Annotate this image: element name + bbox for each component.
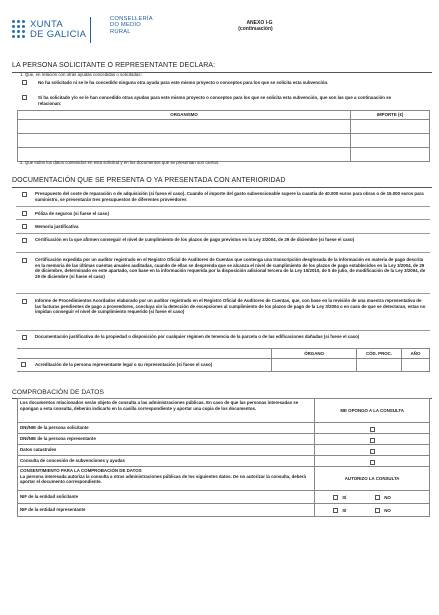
row-divider xyxy=(16,293,430,294)
row-divider xyxy=(16,330,430,331)
autorizo-nif-representante-si-checkbox[interactable] xyxy=(333,508,338,513)
doc-certificacion: Certificación en la que afirmen conseguir el nivel de cumplimiento de los plazos de pago previstos en la Ley 3/2004, de 29 de diciembre (si fuese el caso) xyxy=(35,237,355,242)
opongo-subvenciones-checkbox[interactable] xyxy=(370,460,375,465)
declara-option-no-text: No ha solicitado ni se le ha concedido ninguna otra ayuda para este mismo proyecto o conceptos para los que se solicita esta subvención. xyxy=(38,80,329,85)
comprobacion-table xyxy=(17,398,430,517)
row-dni-representante: DNI/NIE de la persona representante xyxy=(18,434,315,445)
importe-cell[interactable] xyxy=(351,148,430,162)
doc-checkbox-memoria[interactable] xyxy=(22,224,27,229)
row-divider xyxy=(16,206,430,207)
doc-checkbox-certificacion[interactable] xyxy=(22,238,27,243)
doc-memoria: Memoria justificativa xyxy=(35,224,79,229)
logo-line-2: DE GALICIA xyxy=(30,29,87,40)
row-nif-representante: NIF de la entidad representante xyxy=(18,504,315,517)
row-subvenciones: Consulta de concesión de subvenciones y ayudas xyxy=(18,456,315,467)
autorizo-nif-representante-no-checkbox[interactable] xyxy=(375,508,380,513)
declara-option-no-checkbox[interactable] xyxy=(22,80,27,85)
organismo-cell[interactable] xyxy=(18,134,351,148)
row-divider xyxy=(16,219,430,220)
doc-checkbox-presupuesto[interactable] xyxy=(22,192,27,197)
importe-cell[interactable] xyxy=(351,134,430,148)
organismo-cell[interactable] xyxy=(18,120,351,134)
doc-certificacion-auditor: Certificación expedida por un auditor registrado en el Registro Oficial de Auditores de Cuentas que contenga una transcripción desglosada de la información en materia de pago descrita en la memoria de las últimas cuentas anuales auditadas, cuando de ellas se desprenda que se alcanza el nivel de cumplimiento de los plazos de pago establecidos en la Ley 3/2004, de 29 de diciembre, determinado en este apartado, con base en la información requerida por la disposición adicional tercera de la Ley 15/2010, de 5 de julio, de modificación de la Ley 3/2004, de 29 de diciembre (si fuese el caso) xyxy=(35,257,426,279)
declara-item-2: 2. Que todos los datos contenidos en esta solicitud y en los documentos que se presentan son ciertos. xyxy=(20,160,220,165)
conselleria-line-2: DO MEDIO xyxy=(110,22,141,29)
ano-cell[interactable] xyxy=(402,359,430,372)
col-ano: AÑO xyxy=(402,349,430,359)
doc-checkbox-acreditacion[interactable] xyxy=(21,362,26,367)
opongo-catastro-checkbox[interactable] xyxy=(370,449,375,454)
row-dni-solicitante: DNI/NIE de la persona solicitante xyxy=(18,423,315,434)
col-organo: ÓRGANO xyxy=(272,349,357,359)
conselleria-line-1: CONSELLERÍA xyxy=(110,16,153,22)
ayudas-table xyxy=(17,110,430,162)
acreditacion-table xyxy=(17,348,430,372)
doc-presupuesto: Presupuesto del coste de reparación o de adquisición (si fuese el caso). Cuando el importe del gasto subvencionable supere la cuantía de 40.000 euros para obras o de 15.000 euros para suministro, se presentarán tres presupuestos de diferentes proveedores xyxy=(35,191,424,202)
declara-option-si-checkbox[interactable] xyxy=(22,95,27,100)
importe-cell[interactable] xyxy=(351,120,430,134)
opongo-dni-representante-checkbox[interactable] xyxy=(370,438,375,443)
row-datos-catastrales: Datos catastrales xyxy=(18,445,315,456)
organo-cell[interactable] xyxy=(272,359,357,372)
declara-option-si-text: Sí ha solicitado y/o se le han concedido otras ayudas para este mismo proyecto o conceptos para los que se solicita esta subvención, que son las que a continuación se relacionan: xyxy=(38,95,392,106)
col-organismo: ORGANISMO xyxy=(18,111,351,120)
consent-title: CONSENTIMIENTO PARA LA COMPROBACIÓN DE DATOS xyxy=(20,468,142,473)
doc-informe: Informe de Procedimientos Acordados elaborado por un auditor registrado en el Registro Oficial de Auditores de Cuentas, que, con base en la revisión de una muestra representativa de las facturas pendientes de pago a proveedores, concluya sin la detección de excepciones al cumplimiento de los plazos de pago de la Ley 3/2004 o en caso de que se detectaran, estas no impidan conseguir el nivel de cumplimiento requerido (si fuese el caso) xyxy=(35,298,426,314)
col-importe: IMPORTE (€) xyxy=(351,111,430,120)
row-divider xyxy=(16,252,430,253)
logo-line-1: XUNTA xyxy=(30,19,63,30)
si-label: SÍ xyxy=(342,495,347,500)
row-nif-solicitante: NIF de la entidad solicitante xyxy=(18,491,315,504)
no-label: NO xyxy=(384,495,391,500)
doc-poliza: Póliza de seguros (si fuese el caso) xyxy=(35,211,109,216)
comprobacion-intro: Los documentos relacionados serán objeto de consulta a las administraciones públicas. En caso de que las personas interesadas se opongan a esta consulta, deberán indicarlo en la casilla correspondiente y aportar una copia de los documentos. xyxy=(18,399,315,423)
comprobacion-section-title: COMPROBACIÓN DE DATOS xyxy=(12,389,432,399)
declara-item-1: 1. Que, en relación con otras ayudas concedidas o solicitadas: xyxy=(20,72,142,77)
col-me-opongo: ME OPONGO A LA CONSULTA xyxy=(315,399,430,423)
anexo-title xyxy=(0,20,439,32)
cod-proc-cell[interactable] xyxy=(357,359,402,372)
doc-checkbox-poliza[interactable] xyxy=(22,211,27,216)
doc-checkbox-informe[interactable] xyxy=(22,299,27,304)
doc-checkbox-certificacion-auditor[interactable] xyxy=(22,258,27,263)
doc-acreditacion: Acreditación de la persona representante legal o su representación (si fuese el caso) xyxy=(35,362,213,367)
opongo-dni-solicitante-checkbox[interactable] xyxy=(370,427,375,432)
continuacion-label: (continuación) xyxy=(238,26,273,33)
autorizo-nif-solicitante-si-checkbox[interactable] xyxy=(333,495,338,500)
no-label: NO xyxy=(384,508,391,513)
col-autorizo: AUTORIZO LA CONSULTA xyxy=(315,467,430,491)
anexo-label: ANEXO I-G xyxy=(246,20,273,26)
si-label: SÍ xyxy=(342,508,347,513)
consent-text: La persona interesada autoriza la consulta a otras administraciones públicas de los siguientes datos. De no autorizar la consulta, deberá aportar el documento correspondiente. xyxy=(20,473,306,484)
conselleria-line-3: RURAL xyxy=(110,28,131,35)
row-divider xyxy=(16,233,430,234)
autorizo-nif-solicitante-no-checkbox[interactable] xyxy=(375,495,380,500)
declara-section-title: LA PERSONA SOLICITANTE O REPRESENTANTE DECLARA: xyxy=(12,62,432,73)
doc-checkbox-propiedad[interactable] xyxy=(22,335,27,340)
col-cod-proc: CÓD. PROC. xyxy=(357,349,402,359)
documentacion-section-title: DOCUMENTACIÓN QUE SE PRESENTA O YA PRESENTADA CON ANTERIORIDAD xyxy=(12,177,432,188)
doc-propiedad: Documentación justificativa de la propiedad o disposición por cualquier régimen de tenencia de la parcela o de las edificaciones dañadas (si fuese el caso) xyxy=(35,334,360,339)
